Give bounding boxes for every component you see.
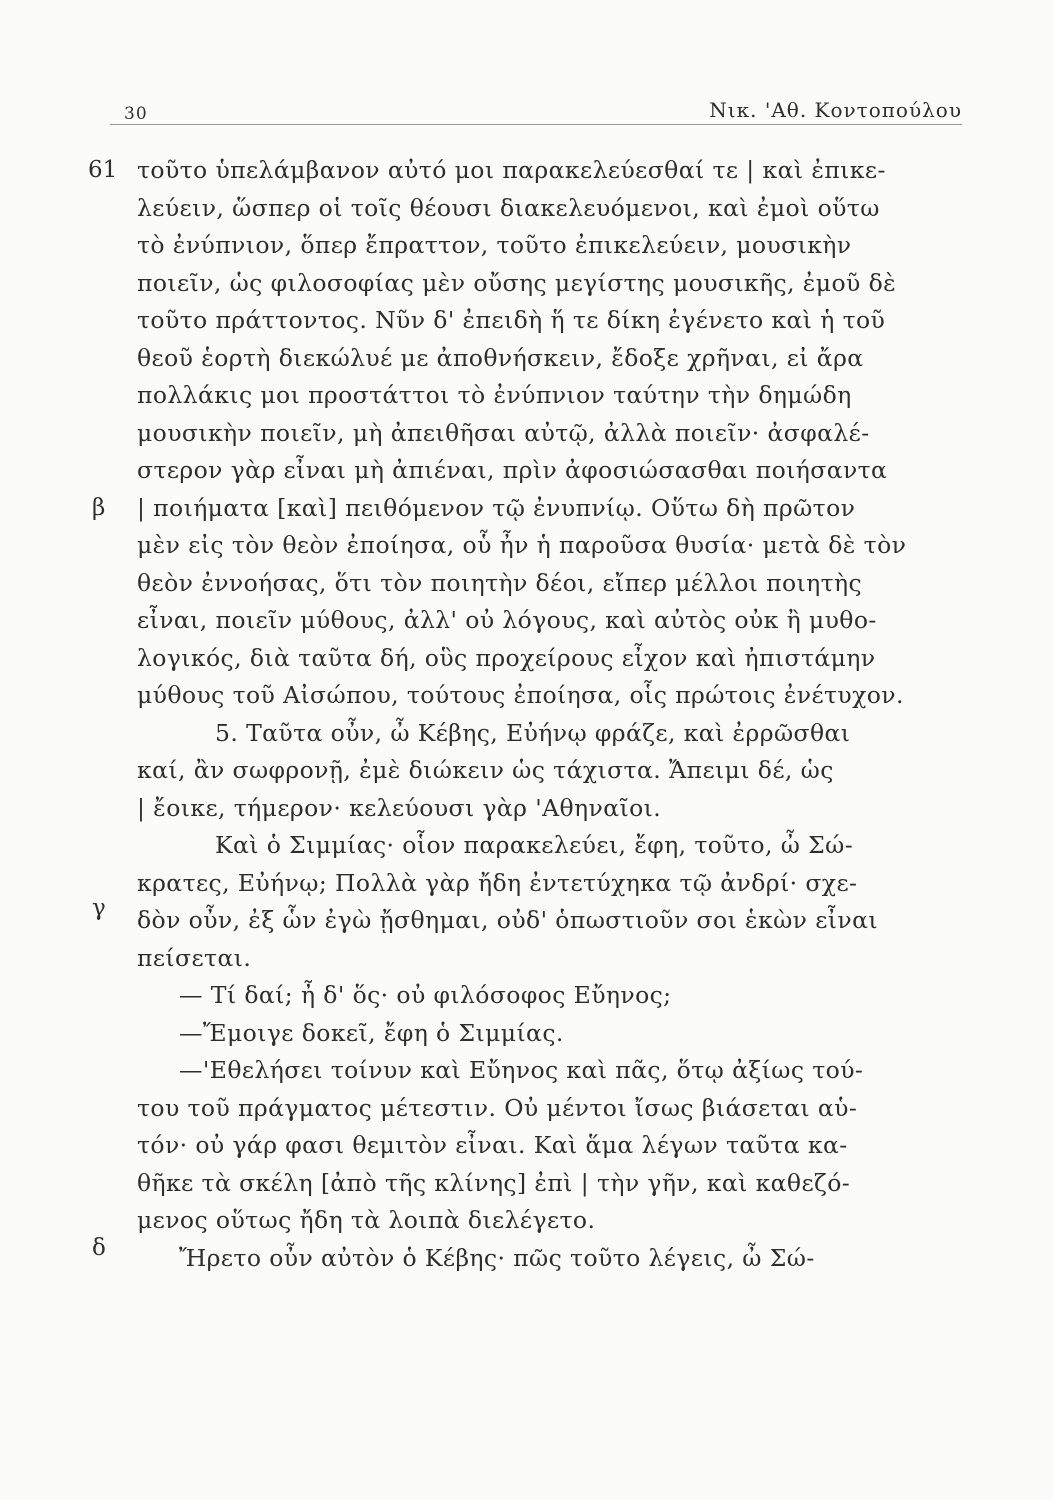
page-number: 30 [124,104,148,124]
text-line: στερον γὰρ εἶναι μὴ ἀπιέναι, πρὶν ἀφοσιώσασθαι ποιήσαντα [137,456,888,484]
text-line: τὸ ἐνύπνιον, ὅπερ ἔπραττον, τοῦτο ἐπικελεύειν, μουσικὴν [137,231,852,259]
text-line: δὸν οὖν, ἐξ ὧν ἐγὼ ᾔσθημαι, οὐδ' ὁπωστιοῦν σοι ἑκὼν εἶναι [137,906,878,934]
running-head: Νικ. 'Αθ. Κοντοπούλου [709,98,962,122]
margin-section-d: δ [92,1235,106,1261]
text-line: —'Εθελήσει τοίνυν καὶ Εὔηνος καὶ πᾶς, ὅτῳ ἀξίως τού- [179,1056,864,1084]
body-text [137,152,977,1277]
text-line: 5. Ταῦτα οὖν, ὦ Κέβης, Εὐήνῳ φράζε, καὶ ἐρρῶσθαι [215,718,851,747]
text-line: τοῦτο πράττοντος. Νῦν δ' ἐπειδὴ ἥ τε δίκη ἐγένετο καὶ ἡ τοῦ [137,306,886,334]
margin-section-b: β [92,495,106,521]
text-line: του τοῦ πράγματος μέτεστιν. Οὐ μέντοι ἴσως βιάσεται αὑ- [137,1093,858,1122]
margin-section-g: γ [92,895,106,921]
text-line: μύθους τοῦ Αἰσώπου, τούτους ἐποίησα, οἷς πρώτοις ἐνέτυχον. [137,681,904,709]
text-line: — Τί δαί; ἦ δ' ὅς· οὐ φιλόσοφος Εὔηνος; [179,981,672,1009]
page-header [110,90,962,125]
text-line: λογικός, διὰ ταῦτα δή, οὓς προχείρους εἶχον καὶ ἠπιστάμην [137,643,876,672]
text-line: | ἔοικε, τήμερον· κελεύουσι γὰρ 'Αθηναῖοι. [137,793,662,822]
text-line: μουσικὴν ποιεῖν, μὴ ἀπειθῆσαι αὐτῷ, ἀλλὰ ποιεῖν· ἀσφαλέ- [137,418,870,447]
text-line: μενος οὕτως ἤδη τὰ λοιπὰ διελέγετο. [137,1206,596,1234]
text-line: εἶναι, ποιεῖν μύθους, ἀλλ' οὐ λόγους, καὶ αὐτὸς οὐκ ἢ μυθο- [137,606,877,634]
text-line: πείσεται. [137,943,252,972]
text-line: θῆκε τὰ σκέλη [ἀπὸ τῆς κλίνης] ἐπὶ | τὴν γῆν, καὶ καθεζό- [137,1168,851,1197]
text-line: πολλάκις μοι προστάττοι τὸ ἐνύπνιον ταύτην τὴν δημώδη [137,381,852,409]
text-line: Καὶ ὁ Σιμμίας· οἷον παρακελεύει, ἔφη, τοῦτο, ὦ Σώ- [215,831,854,859]
text-line: καί, ἂν σωφρονῇ, ἐμὲ διώκειν ὡς τάχιστα. Ἄπειμι δέ, ὡς [137,756,834,784]
text-line: Ἤρετο οὖν αὐτὸν ὁ Κέβης· πῶς τοῦτο λέγεις, ὦ Σώ- [179,1243,815,1272]
text-line: θεὸν ἐννοήσας, ὅτι τὸν ποιητὴν δέοι, εἴπερ μέλλοι ποιητὴς [137,568,863,597]
text-line: τόν· οὐ γάρ φασι θεμιτὸν εἶναι. Καὶ ἅμα λέγων ταῦτα κα- [137,1131,848,1159]
text-line: τοῦτο ὑπελάμβανον αὐτό μοι παρακελεύεσθαί τε | καὶ ἐπικε- [137,156,886,184]
text-line: μὲν εἰς τὸν θεὸν ἐποίησα, οὗ ἦν ἡ παροῦσα θυσία· μετὰ δὲ τὸν [137,531,907,559]
margin-section-61: 61 [88,157,118,183]
text-line: ποιεῖν, ὡς φιλοσοφίας μὲν οὔσης μεγίστης μουσικῆς, ἐμοῦ δὲ [137,268,897,297]
text-line: | ποιήματα [καὶ] πειθόμενον τῷ ἐνυπνίῳ. Οὕτω δὴ πρῶτον [137,493,856,522]
text-line: —Ἔμοιγε δοκεῖ, ἔφη ὁ Σιμμίας. [179,1018,564,1047]
text-line: κρατες, Εὐήνῳ; Πολλὰ γὰρ ἤδη ἐντετύχηκα τῷ ἀνδρί· σχε- [137,868,858,897]
text-line: λεύειν, ὥσπερ οἱ τοῖς θέουσι διακελευόμενοι, καὶ ἐμοὶ οὕτω [137,193,880,222]
text-line: θεοῦ ἑορτὴ διεκώλυέ με ἀποθνήσκειν, ἔδοξε χρῆναι, εἰ ἄρα [137,343,864,372]
